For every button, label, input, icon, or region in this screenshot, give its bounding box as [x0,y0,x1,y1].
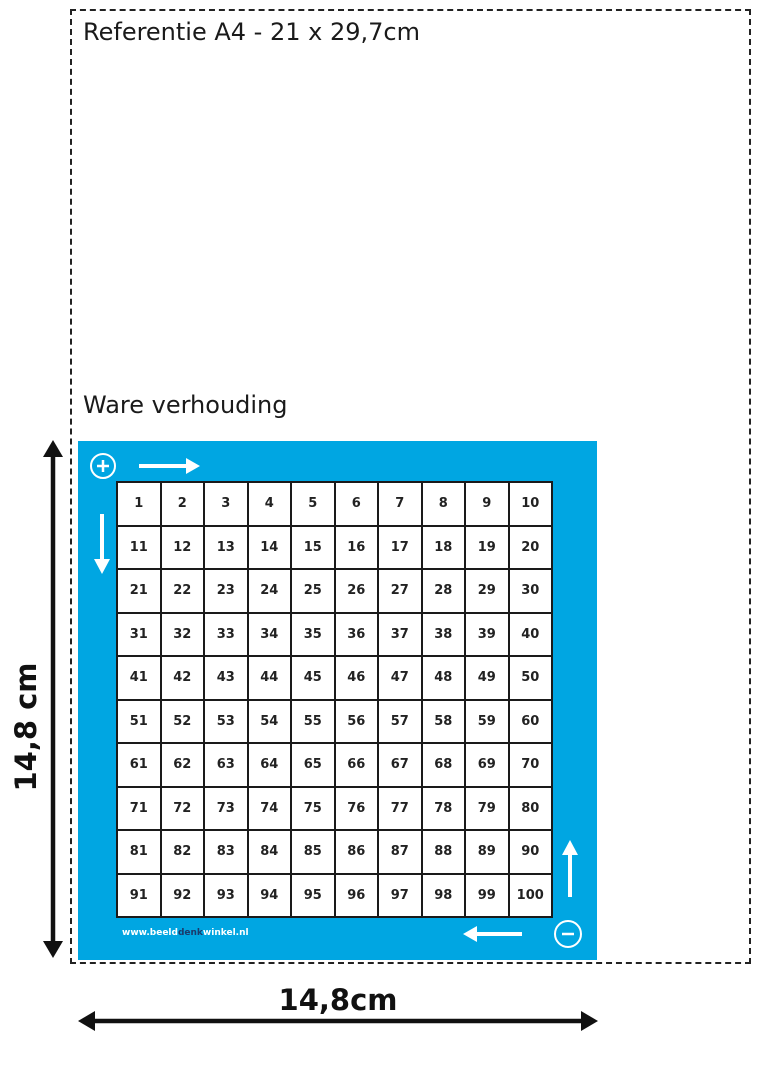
number-cell: 60 [509,700,553,744]
number-cell: 95 [291,874,335,918]
number-cell: 92 [161,874,205,918]
website-url-prefix: www.beeld [122,928,178,938]
number-cell: 99 [465,874,509,918]
number-cell: 73 [204,787,248,831]
number-cell: 26 [335,569,379,613]
number-cell: 34 [248,613,292,657]
number-cell: 80 [509,787,553,831]
number-cell: 37 [378,613,422,657]
number-cell: 46 [335,656,379,700]
number-cell: 54 [248,700,292,744]
number-cell: 87 [378,830,422,874]
number-cell: 13 [204,526,248,570]
number-cell: 74 [248,787,292,831]
hundred-chart-grid [116,481,553,918]
number-cell: 88 [422,830,466,874]
number-cell: 52 [161,700,205,744]
number-cell: 76 [335,787,379,831]
number-cell: 22 [161,569,205,613]
number-cell: 5 [291,482,335,526]
number-cell: 48 [422,656,466,700]
number-cell: 72 [161,787,205,831]
number-cell: 69 [465,743,509,787]
number-cell: 24 [248,569,292,613]
vertical-dimension-arrow [43,440,63,958]
arrow-right-icon [139,458,200,474]
hundred-chart-card [78,441,597,960]
number-cell: 62 [161,743,205,787]
number-cell: 49 [465,656,509,700]
number-cell: 44 [248,656,292,700]
number-cell: 23 [204,569,248,613]
number-cell: 67 [378,743,422,787]
width-dimension-label: 14,8cm [278,983,398,1017]
number-cell: 79 [465,787,509,831]
number-cell: 84 [248,830,292,874]
number-cell: 75 [291,787,335,831]
number-cell: 25 [291,569,335,613]
number-cell: 42 [161,656,205,700]
number-cell: 82 [161,830,205,874]
number-cell: 81 [117,830,161,874]
number-cell: 55 [291,700,335,744]
number-cell: 33 [204,613,248,657]
number-cell: 40 [509,613,553,657]
number-cell: 10 [509,482,553,526]
number-cell: 58 [422,700,466,744]
number-cell: 97 [378,874,422,918]
number-cell: 90 [509,830,553,874]
number-cell: 12 [161,526,205,570]
true-ratio-label: Ware verhouding [83,391,288,419]
number-cell: 61 [117,743,161,787]
number-cell: 2 [161,482,205,526]
number-cell: 29 [465,569,509,613]
number-cell: 6 [335,482,379,526]
number-cell: 27 [378,569,422,613]
number-cell: 68 [422,743,466,787]
number-cell: 28 [422,569,466,613]
number-cell: 86 [335,830,379,874]
number-cell: 56 [335,700,379,744]
arrow-up-icon [562,840,578,897]
number-cell: 18 [422,526,466,570]
number-cell: 45 [291,656,335,700]
number-cell: 100 [509,874,553,918]
number-cell: 53 [204,700,248,744]
number-cell: 51 [117,700,161,744]
number-cell: 3 [204,482,248,526]
number-cell: 66 [335,743,379,787]
number-cell: 16 [335,526,379,570]
number-cell: 43 [204,656,248,700]
website-url-suffix: winkel.nl [202,928,249,938]
plus-circle-icon [91,454,115,478]
minus-circle-icon [555,921,581,947]
number-cell: 35 [291,613,335,657]
website-url [122,928,249,938]
number-cell: 98 [422,874,466,918]
number-cell: 19 [465,526,509,570]
number-cell: 39 [465,613,509,657]
number-cell: 36 [335,613,379,657]
number-cell: 77 [378,787,422,831]
arrow-down-icon [94,514,110,574]
number-cell: 11 [117,526,161,570]
number-cell: 50 [509,656,553,700]
number-cell: 89 [465,830,509,874]
a4-reference-label: Referentie A4 - 21 x 29,7cm [83,18,420,46]
number-cell: 59 [465,700,509,744]
number-cell: 41 [117,656,161,700]
number-cell: 1 [117,482,161,526]
number-cell: 8 [422,482,466,526]
number-cell: 7 [378,482,422,526]
arrow-left-icon [463,926,522,942]
number-cell: 38 [422,613,466,657]
number-cell: 32 [161,613,205,657]
number-cell: 21 [117,569,161,613]
number-cell: 47 [378,656,422,700]
number-cell: 71 [117,787,161,831]
number-cell: 15 [291,526,335,570]
number-cell: 30 [509,569,553,613]
number-cell: 14 [248,526,292,570]
number-cell: 31 [117,613,161,657]
number-cell: 70 [509,743,553,787]
number-cell: 96 [335,874,379,918]
height-dimension-label: 14,8 cm [9,662,43,792]
number-cell: 4 [248,482,292,526]
number-cell: 64 [248,743,292,787]
number-cell: 83 [204,830,248,874]
number-cell: 20 [509,526,553,570]
number-cell: 85 [291,830,335,874]
number-cell: 94 [248,874,292,918]
number-cell: 63 [204,743,248,787]
number-cell: 9 [465,482,509,526]
number-cell: 93 [204,874,248,918]
number-cell: 78 [422,787,466,831]
number-cell: 17 [378,526,422,570]
number-cell: 57 [378,700,422,744]
website-url-highlight: denk [177,928,203,938]
number-cell: 65 [291,743,335,787]
number-cell: 91 [117,874,161,918]
